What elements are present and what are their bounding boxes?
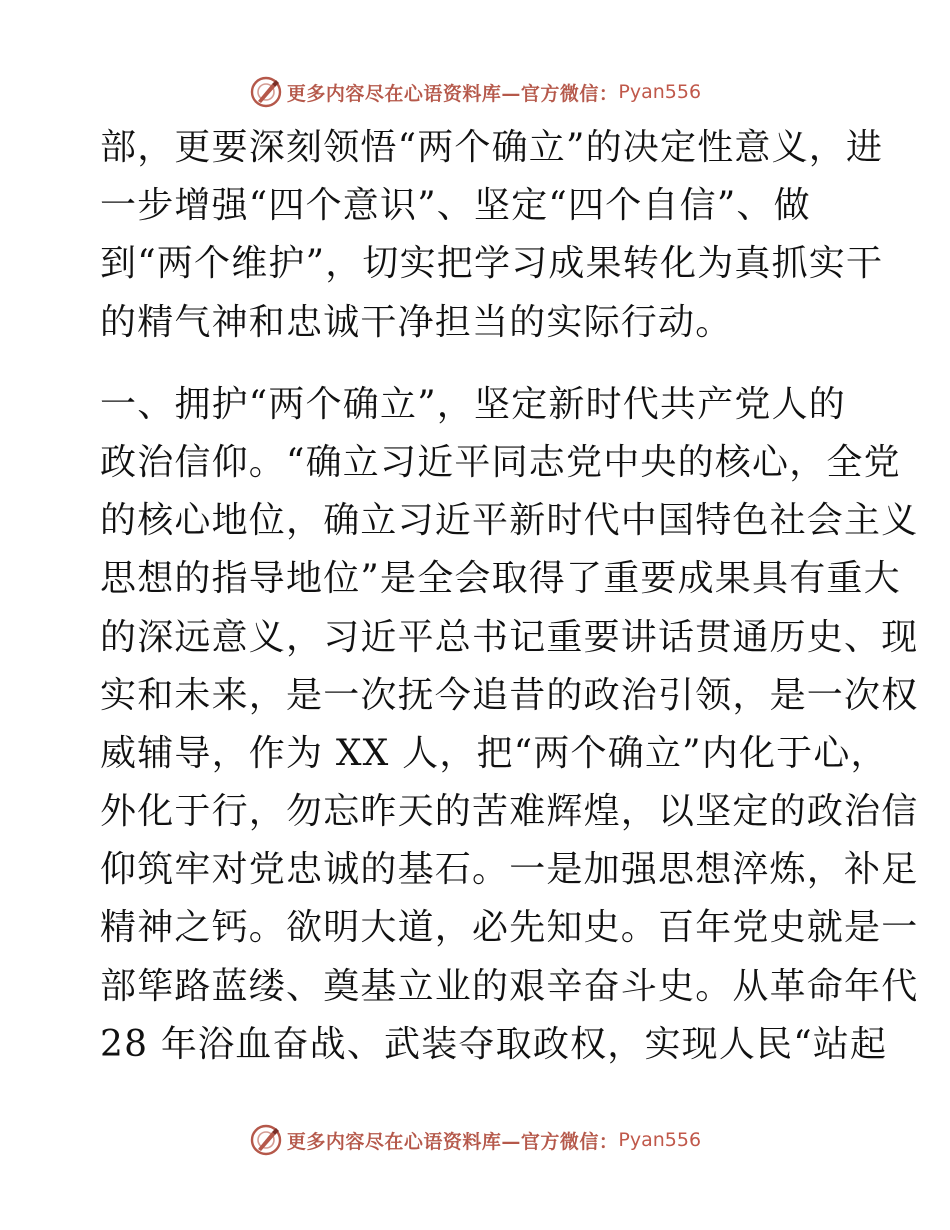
- text-line: 一、拥护“两个确立”，坚定新时代共产党人的: [100, 383, 847, 425]
- text-line: 仰筑牢对党忠诚的基石。一是加强思想淬炼，补足: [100, 849, 919, 891]
- text-line: 的深远意义，习近平总书记重要讲话贯通历史、现: [100, 616, 919, 658]
- text-line: 思想的指导地位”是全会取得了重要成果具有重大: [100, 558, 901, 600]
- pen-ink-logo-icon: [249, 75, 283, 109]
- document-body: [100, 119, 919, 1074]
- watermark-text: 更多内容尽在心语资料库—官方微信：: [286, 82, 619, 105]
- footer-watermark: [0, 1120, 950, 1160]
- text-line: 28 年浴血奋战、武装夺取政权，实现人民“站起: [100, 1023, 888, 1065]
- pen-ink-logo-icon: [249, 1123, 283, 1157]
- paragraph: [100, 119, 884, 352]
- text-line: 的核心地位，确立习近平新时代中国特色社会主义: [100, 500, 919, 542]
- text-line: 政治信仰。“确立习近平同志党中央的核心，全党: [100, 441, 901, 483]
- text-line: 部筚路蓝缕、奠基立业的艰辛奋斗史。从革命年代: [100, 965, 919, 1007]
- watermark-handle: Pyan556: [618, 81, 702, 103]
- watermark-handle: Pyan556: [618, 1129, 702, 1151]
- text-line: 部，更要深刻领悟“两个确立”的决定性意义，进: [100, 127, 884, 168]
- text-line: 实和未来，是一次抚今追昔的政治引领，是一次权: [100, 674, 919, 716]
- text-line: 精神之钙。欲明大道，必先知史。百年党史就是一: [100, 907, 919, 949]
- text-line: 到“两个维护”，切实把学习成果转化为真抓实干: [100, 243, 884, 285]
- header-watermark: [0, 72, 950, 112]
- paragraph: [100, 376, 919, 1074]
- watermark-text: 更多内容尽在心语资料库—官方微信：: [286, 1130, 619, 1153]
- text-line: 威辅导，作为 XX 人，把“两个确立”内化于心，: [100, 732, 888, 774]
- text-line: 一步增强“四个意识”、坚定“四个自信”、做: [100, 185, 811, 227]
- text-line: 外化于行，勿忘昨天的苦难辉煌，以坚定的政治信: [100, 791, 919, 833]
- text-line: 的精气神和忠诚干净担当的实际行动。: [100, 301, 733, 343]
